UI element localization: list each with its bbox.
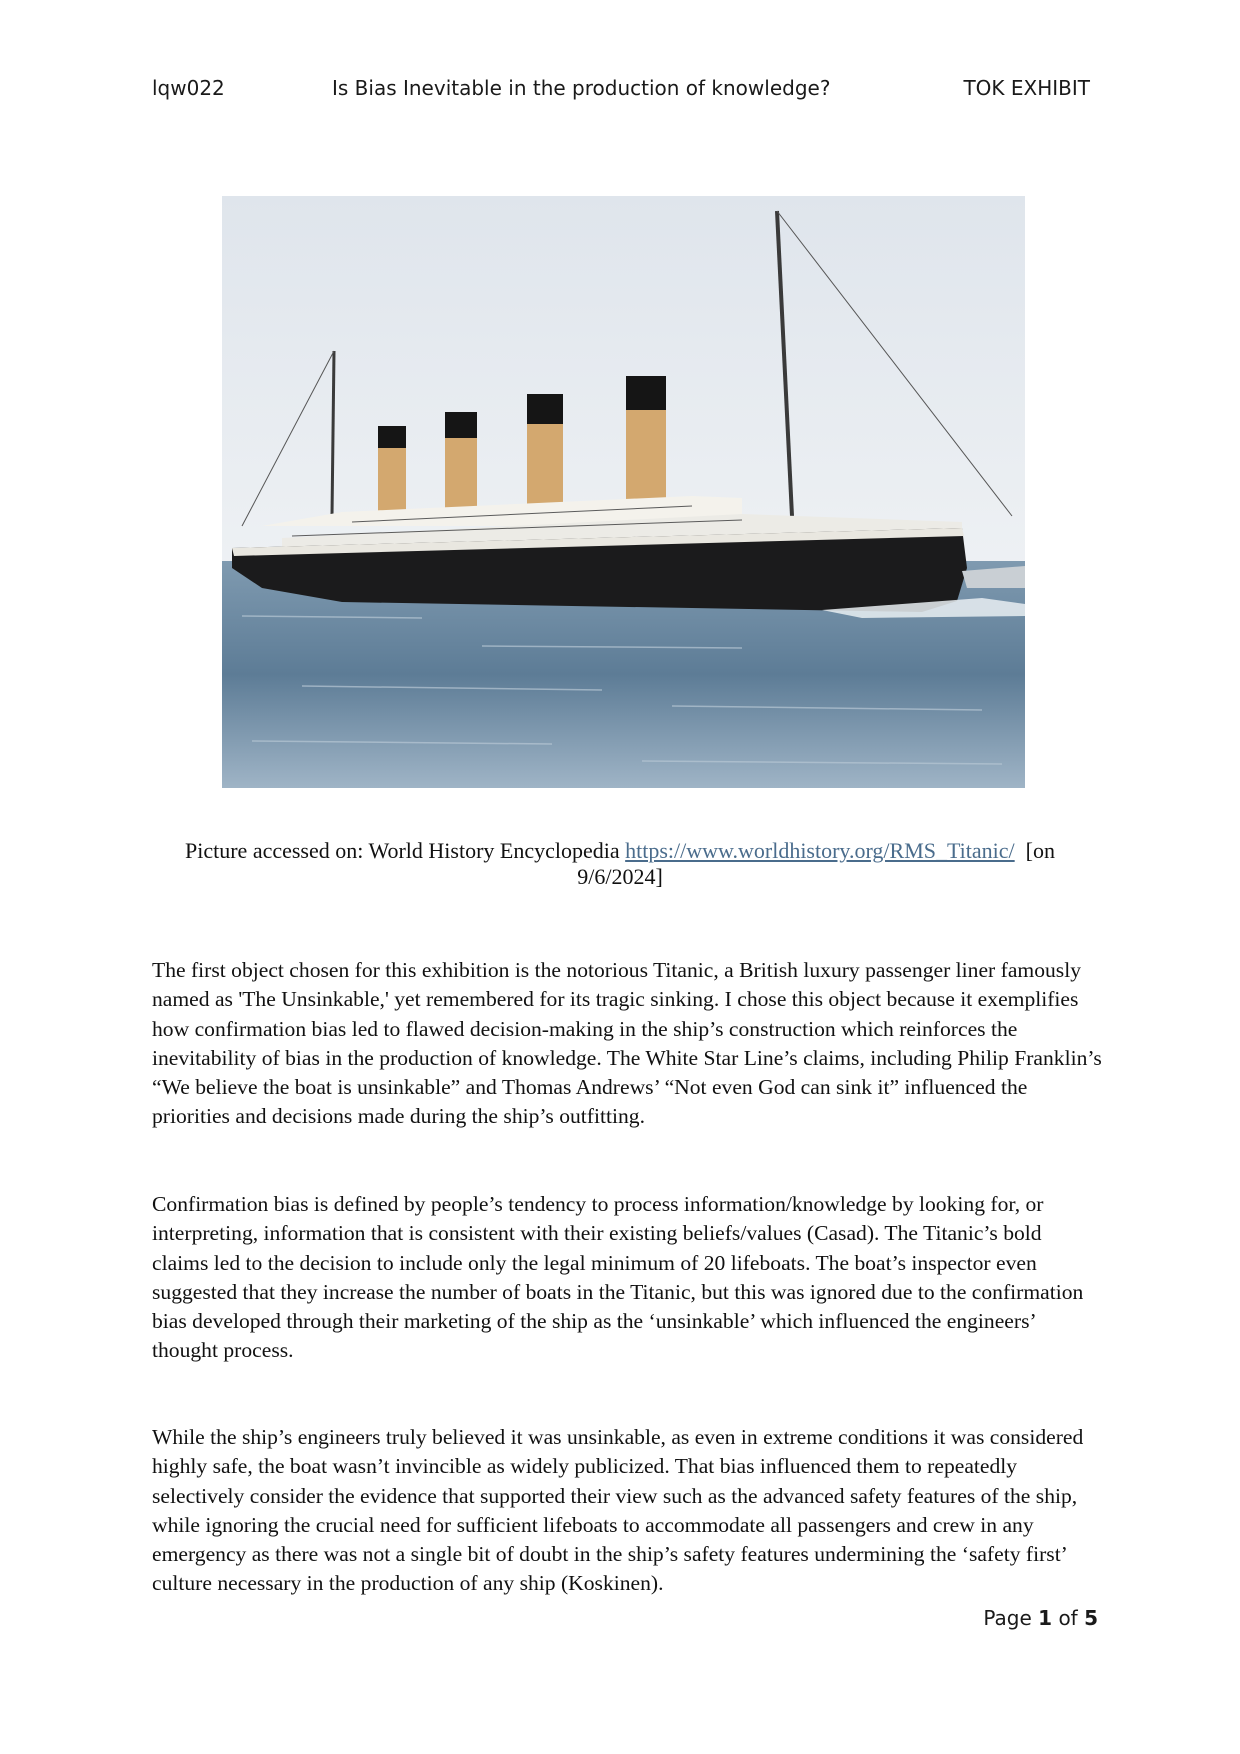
- paragraph-3: While the ship’s engineers truly believed it was unsinkable, as even in extreme conditions it was considered highly safe, the boat wasn’t invincible as widely publicized. That bias influenced them to repeatedly selectively consider the evidence that supported their view such as the advanced safety features of the ship, while ignoring the crucial need for sufficient lifeboats to accommodate all passengers and crew in any emergency as there was not a single bit of doubt in the ship’s safety features undermining the ‘safety first’ culture necessary in the production of any ship (Koskinen).: [152, 1425, 1084, 1596]
- header-id: lqw022: [152, 76, 225, 100]
- page-word: Page: [983, 1606, 1032, 1630]
- caption-date-open: [on: [1025, 838, 1055, 863]
- header-title: Is Bias Inevitable in the production of knowledge?: [332, 76, 831, 100]
- of-word: of: [1058, 1606, 1078, 1630]
- titanic-photo: [222, 196, 1025, 788]
- paragraph-2: Confirmation bias is defined by people’s tendency to process information/knowledge by looking for, or interpreting, information that is consistent with their existing beliefs/values (Casad). The Titanic’s bold claims led to the decision to include only the legal minimum of 20 lifeboats. The boat’s inspector even suggested that they increase the number of boats in the Titanic, but this was ignored due to the confirmation bias developed through their marketing of the ship as the ‘unsinkable’ which influenced the engineers’ thought process.: [152, 1192, 1084, 1363]
- page-number: [983, 1606, 1098, 1630]
- caption-source: Picture accessed on: World History Encyclopedia: [185, 838, 620, 863]
- image-caption: [150, 838, 1090, 890]
- aft-mast: [332, 351, 334, 516]
- page-current: 1: [1038, 1606, 1053, 1630]
- header-label: TOK EXHIBIT: [963, 76, 1090, 100]
- page-total: 5: [1084, 1606, 1098, 1630]
- source-link[interactable]: https://www.worldhistory.org/RMS_Titanic/: [625, 838, 1015, 863]
- caption-date: 9/6/2024]: [577, 864, 663, 889]
- paragraph-1: The first object chosen for this exhibition is the notorious Titanic, a British luxury passenger liner famously named as 'The Unsinkable,' yet remembered for its tragic sinking. I chose this object because it exemplifies how confirmation bias led to flawed decision-making in the ship’s construction which reinforces the inevitability of bias in the production of knowledge. The White Star Line’s claims, including Philip Franklin’s “We believe the boat is unsinkable” and Thomas Andrews’ “Not even God can sink it” influenced the priorities and decisions made during the ship’s outfitting.: [152, 958, 1102, 1129]
